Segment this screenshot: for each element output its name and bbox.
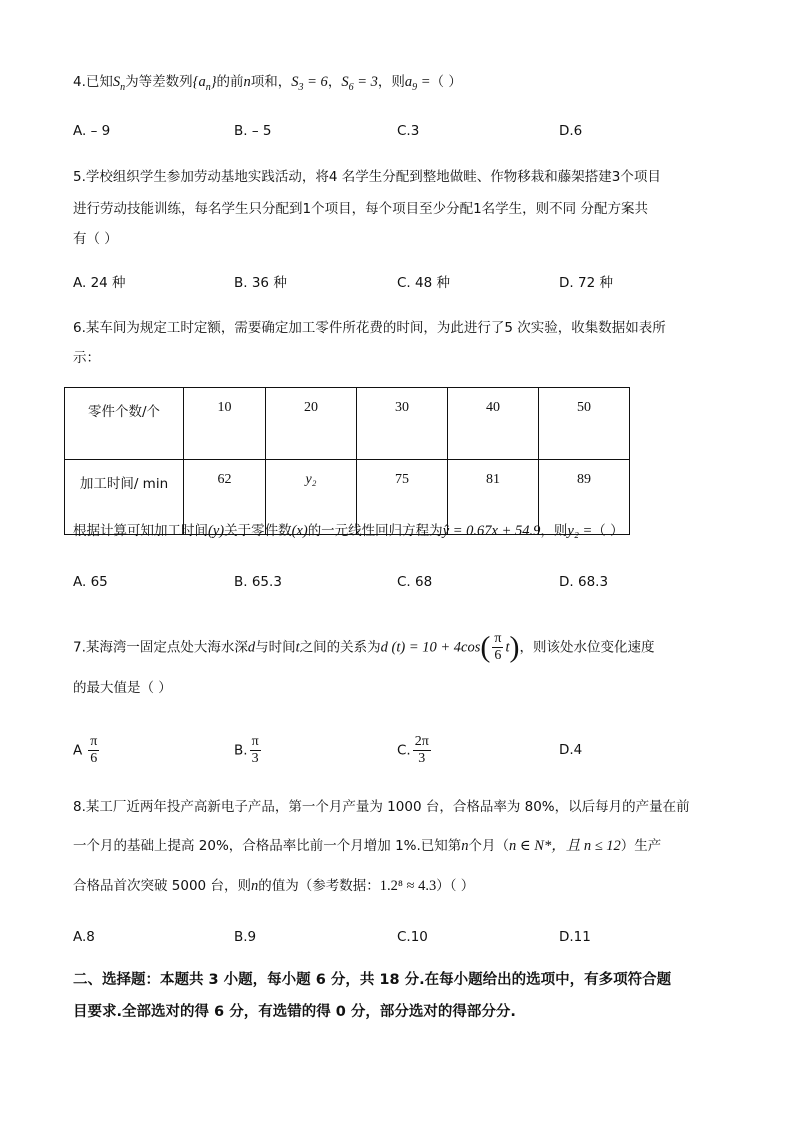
q4-math-n: n <box>243 74 251 90</box>
q6-math-y: (y) <box>208 523 225 539</box>
q7-option-b: B. $\frac{\pi}{3}$ <box>234 734 259 766</box>
q6-option-c: C. 68 <box>397 574 433 590</box>
q4-option-a: A. – 9 <box>73 123 111 139</box>
q5-option-c: C. 48 种 <box>397 275 450 291</box>
q7-text: 与时间 <box>255 639 296 656</box>
q8-line-2: 一个月的基础上提高 20%，合格品率比前一个月增加 1%.已知第n个月（n ∈ N*，且 n ≤ 12）生产 <box>73 838 662 854</box>
q6-text: 根据计算可知加工时间 <box>73 523 208 539</box>
table-cell: 89 <box>539 460 630 535</box>
table-cell: y₂ <box>266 460 357 535</box>
table-cell: 40 <box>448 388 539 460</box>
q6-text: 的一元线性回归方程为 <box>307 523 443 539</box>
q4-math-a9: $a_9$ = <box>404 74 431 93</box>
table-row <box>65 388 630 460</box>
q7-option-c: C. $\frac{2\pi}{3}$ <box>397 734 429 766</box>
q6-option-a: A. 65 <box>73 574 108 590</box>
q6-math-x: (x) <box>291 523 308 539</box>
q4-text: ， <box>327 74 342 90</box>
q4-option-c: C.3 <box>397 123 420 139</box>
section-2-heading: 二、选择题：本题共 3 小题，每小题 6 分，共 18 分.在每小题给出的选项中，有多项符合题 <box>73 972 672 988</box>
q7-line-2: 的最大值是（ ） <box>73 680 172 696</box>
q5-line-2: 进行劳动技能训练，每名学生只分配到1个项目，每个项目至少分配1名学生，则不同 分配方案共 <box>73 201 648 217</box>
q7-stem <box>73 631 655 664</box>
q7-math-t: t <box>505 639 510 656</box>
q6-text: 关于零件数 <box>224 523 292 539</box>
q5-option-d: D. 72 种 <box>559 275 613 291</box>
q7-fraction: $\frac{\pi}{6}$ <box>494 631 502 663</box>
q6-data-table <box>64 387 630 535</box>
table-cell: 20 <box>266 388 357 460</box>
q5-option-a: A. 24 种 <box>73 275 126 291</box>
q8-line-3: 合格品首次突破 5000 台，则n的值为（参考数据：1.2⁸ ≈ 4.3）（ ） <box>73 878 475 894</box>
q6-regression-equation: ŷ = 0.67x + 54.9 <box>442 523 541 539</box>
q6-option-d: D. 68.3 <box>559 574 609 590</box>
q7-text: ，则该处水位变化速度 <box>519 639 655 656</box>
table-cell: 75 <box>357 460 448 535</box>
q5-line-3: 有（ ） <box>73 231 118 247</box>
q6-option-b: B. 65.3 <box>234 574 282 590</box>
q7-option-a: A $\frac{\pi}{6}$ <box>73 734 98 766</box>
q4-text: ，则 <box>377 74 405 90</box>
section-2-heading-cont: 目要求.全部选对的得 6 分，有选错的得 0 分，部分选对的得部分分. <box>73 1004 516 1020</box>
q7-math-d: d <box>247 639 256 656</box>
q6-math-y2: y₂ = <box>567 523 593 539</box>
q6-answer-blank: （ ） <box>592 523 624 539</box>
q7-text: 之间的关系为 <box>299 639 381 656</box>
q4-option-d: D.6 <box>559 123 583 139</box>
q4-text: 已知 <box>85 74 113 90</box>
q4-option-b: B. – 5 <box>234 123 272 139</box>
q8-line-1: 8.某工厂近两年投产高新电子产品，第一个月产量为 1000 台，合格品率为 80%，以后每月的产量在前 <box>73 799 690 815</box>
q8-option-d: D.11 <box>559 929 591 945</box>
q4-answer-blank: （ ） <box>430 74 462 90</box>
q4-math-s3: $S_3 = 6$ <box>291 74 328 93</box>
q4-math-sn: $S_n$ <box>112 74 126 93</box>
q8-option-c: C.10 <box>397 929 428 945</box>
q6-line-2: 示： <box>73 350 100 366</box>
q5-line-1: 5.学校组织学生参加劳动基地实践活动，将4 名学生分配到整地做畦、作物移栽和藤架搭建3个项目 <box>73 169 661 185</box>
q6-stem-continued <box>73 521 624 541</box>
table-cell: 30 <box>357 388 448 460</box>
table-cell: 81 <box>448 460 539 535</box>
q4-math-an: $\{a_n\}$ <box>192 74 217 93</box>
q4-number: 4. <box>73 74 86 90</box>
q4-text: 项和， <box>250 74 292 90</box>
table-header-cell: 加工时间/ min <box>65 460 184 535</box>
table-cell: 62 <box>184 460 266 535</box>
question-4-stem <box>73 72 462 98</box>
q6-text: ，则 <box>540 523 568 539</box>
q7-text: 7.某海湾一固定点处大海水深 <box>73 639 248 656</box>
q8-option-b: B.9 <box>234 929 257 945</box>
q7-math-formula: d (t) = 10 + 4cos <box>380 639 481 656</box>
q4-text: 的前 <box>216 74 244 90</box>
q6-line-1: 6.某车间为规定工时定额，需要确定加工零件所花费的时间，为此进行了5 次实验，收集数据如表所 <box>73 320 666 336</box>
table-cell: 50 <box>539 388 630 460</box>
q4-text: 为等差数列 <box>125 74 193 90</box>
q5-option-b: B. 36 种 <box>234 275 287 291</box>
q4-math-s6: $S_6 = 3$ <box>341 74 378 93</box>
q8-option-a: A.8 <box>73 929 95 945</box>
q7-option-d: D.4 <box>559 742 583 758</box>
q7-math-t: t <box>295 639 300 656</box>
left-paren-glyph: ( <box>480 630 491 664</box>
table-header-cell: 零件个数/个 <box>65 388 184 460</box>
right-paren-glyph: ) <box>509 630 520 664</box>
table-cell: 10 <box>184 388 266 460</box>
